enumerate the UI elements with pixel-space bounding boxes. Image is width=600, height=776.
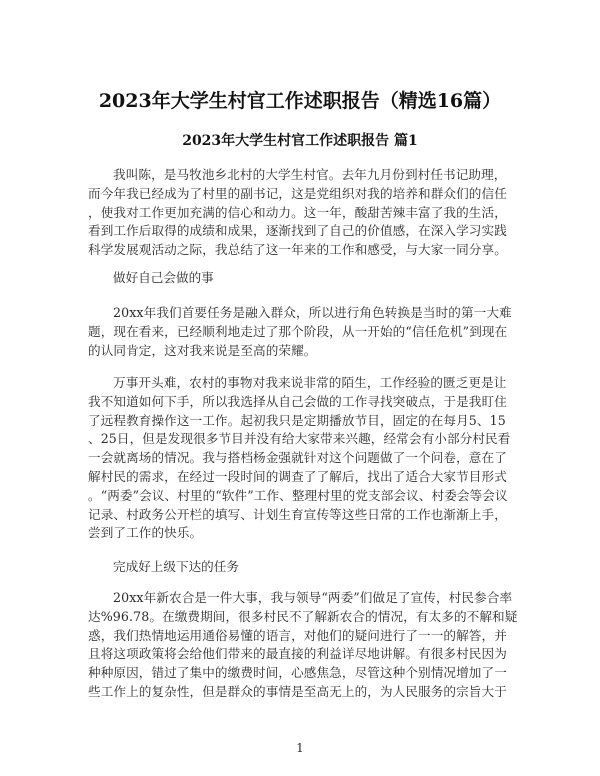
text-line: 我不知道如何下手，所以我选择从自己会做的工作寻找突破点，于是我盯住 <box>88 393 507 409</box>
text-line: ，使我对工作更加充满的信心和动力。这一年，酸甜苦辣丰富了我的生活， <box>88 204 507 220</box>
text-line: 解村民的需求，在经过一段时间的调查了了解后，找出了适合大家节目形式 <box>88 468 507 484</box>
text-line: 题，现在看来，已经顺利地走过了那个阶段，从一开始的“信任危机”到现在 <box>88 323 508 339</box>
text-line: 而今年我已经成为了村里的副书记，这是党组织对我的培养和群众们的信任 <box>88 185 507 201</box>
document-title: 2023年大学生村官工作述职报告（精选16篇） <box>98 90 502 112</box>
text-line: 且将这项政策将会给他们带来的最直接的利益详尽地讲解。有很多村民因为 <box>88 646 507 662</box>
text-line: 了远程教育操作这一工作。起初我只是定期播放节目，固定的在每月5、15 <box>88 412 506 428</box>
text-line: 尝到了工作的快乐。 <box>88 525 203 541</box>
text-line: 种种原因，错过了集中的缴费时间，心感焦急，尽管这种个别情况增加了一 <box>88 665 507 681</box>
text-line: 万事开头难，农村的事物对我来说非常的陌生，工作经验的匮乏更是让 <box>113 375 507 390</box>
page-number: 1 <box>296 741 304 755</box>
section-heading: 做好自己会做的事 <box>113 270 214 285</box>
text-line: 的认同肯定，这对我来说是至高的荣耀。 <box>88 342 317 358</box>
text-line: 20xx年我们首要任务是融入群众，所以进行角色转换是当时的第一大难 <box>113 305 512 320</box>
text-line: 些工作上的复杂性，但是群众的事情是至高无上的，为人民服务的宗旨大于 <box>88 683 507 699</box>
text-line: 科学发展观活动之际，我总结了这一年来的工作和感受，与大家一同分享。 <box>88 242 507 258</box>
text-line: 记录、村政务公开栏的填写、计划生育宣传等这些日常的工作也渐渐上手， <box>88 506 507 522</box>
text-line: 看到工作后取得的成绩和成果，逐渐找到了自己的价值感，在深入学习实践 <box>88 223 507 239</box>
text-line: 达%96.78。在缴费期间，很多村民不了解新农合的情况，有太多的不解和疑 <box>88 608 518 624</box>
paragraph-1 <box>88 166 518 260</box>
text-line: 一会就离场的情况。我与搭档杨金强就针对这个问题做了一个问卷，意在了 <box>88 450 507 466</box>
section-title: 2023年大学生村官工作述职报告 篇1 <box>182 133 418 149</box>
text-line: 20xx年新农合是一件大事，我与领导“两委”们做足了宣传，村民参合率 <box>113 590 513 605</box>
text-line: 我叫陈，是马牧池乡北村的大学生村官。去年九月份到村任书记助理， <box>113 167 507 182</box>
text-line: 。“两委”会议、村里的“软件”工作、整理村里的党支部会议、村委会等会议 <box>88 487 508 503</box>
text-line: 惑，我们热情地运用通俗易懂的语言，对他们的疑问进行了一一的解答，并 <box>88 627 507 643</box>
text-line: 、25日，但是发现很多节目并没有给大家带来兴趣，经常会有小部分村民看 <box>88 431 511 447</box>
section-heading: 完成好上级下达的任务 <box>113 559 239 574</box>
paragraph-3 <box>88 374 518 543</box>
paragraph-4 <box>88 589 518 702</box>
paragraph-2 <box>88 304 518 360</box>
